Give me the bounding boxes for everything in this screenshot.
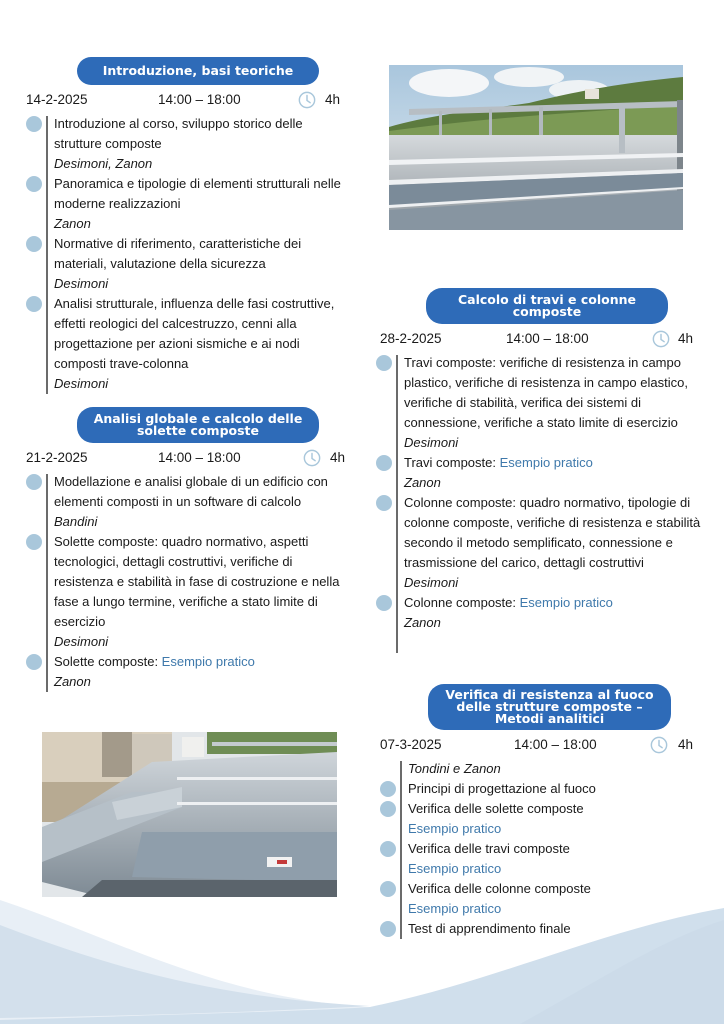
topic-list xyxy=(26,114,346,394)
bullet-dot xyxy=(380,841,396,857)
steel-structure-hillside-photo xyxy=(389,65,683,230)
topic-text: Introduzione al corso, sviluppo storico delle strutture composte xyxy=(54,116,303,151)
section-title-pill xyxy=(77,407,319,443)
session-time: 14:00 – 18:00 xyxy=(158,92,241,107)
bullet-dot xyxy=(376,595,392,611)
section-title-pill xyxy=(426,288,668,324)
speaker-name: Desimoni xyxy=(404,435,459,450)
steel-deck-construction-photo xyxy=(42,732,337,897)
topic-prefix: Colonne composte: xyxy=(404,595,520,610)
session-time: 14:00 – 18:00 xyxy=(158,450,241,465)
bullet-dot xyxy=(26,296,42,312)
clock-icon xyxy=(303,449,321,467)
speaker-name: Tondini e Zanon xyxy=(408,761,501,776)
bullet-dot xyxy=(26,474,42,490)
session-date: 07-3-2025 xyxy=(380,737,442,752)
topic-text: Principi di progettazione al fuoco xyxy=(408,781,596,796)
topic-text: Travi composte: verifiche di resistenza in campo plastico, verifiche di resistenza in campo elastico, verifiche di stabilità, verifica dei sistemi di connessione, verifiche a stato limite di esercizio xyxy=(404,355,688,430)
session-duration: 4h xyxy=(678,737,694,752)
speaker-name: Desimoni xyxy=(54,376,109,391)
session-time: 14:00 – 18:00 xyxy=(506,331,589,346)
list-item xyxy=(26,652,346,692)
topic-text: Modellazione e analisi globale di un edificio con elementi composti in un software di calcolo xyxy=(54,474,328,509)
example-link[interactable]: Esempio pratico xyxy=(519,595,613,610)
list-item xyxy=(26,114,344,174)
example-link[interactable]: Esempio pratico xyxy=(161,654,255,669)
clock-icon xyxy=(298,91,316,109)
topic-text xyxy=(404,453,704,473)
session-duration: 4h xyxy=(330,450,346,465)
speaker-name: Zanon xyxy=(54,674,91,689)
section-title-pill xyxy=(428,684,671,730)
session-date: 14-2-2025 xyxy=(26,92,88,107)
list-item xyxy=(376,353,704,453)
list-item xyxy=(380,839,700,879)
list-item xyxy=(376,593,704,633)
session-meta xyxy=(380,331,700,351)
bullet-dot xyxy=(380,921,396,937)
topic-list xyxy=(26,472,346,692)
topic-text xyxy=(54,652,346,672)
topic-text: Verifica delle colonne composte xyxy=(408,881,591,896)
topic-prefix: Travi composte: xyxy=(404,455,500,470)
bullet-dot xyxy=(380,881,396,897)
bullet-dot xyxy=(26,176,42,192)
topic-text: Colonne composte: quadro normativo, tipologie di colonne composte, verifiche di resistenza e stabilità secondo il metodo semplificato, connessione e trasmissione del carico, dettagli costruttivi xyxy=(404,495,701,570)
section-title: Introduzione, basi teoriche xyxy=(102,63,294,78)
section-title-pill xyxy=(77,57,319,85)
bullet-dot xyxy=(380,801,396,817)
list-item xyxy=(26,532,346,652)
bullet-dot xyxy=(26,654,42,670)
topic-text xyxy=(404,593,704,613)
bullet-dot xyxy=(26,236,42,252)
list-item xyxy=(26,174,344,234)
speakers-line xyxy=(380,759,700,779)
topic-text: Solette composte: quadro normativo, aspetti tecnologici, dettagli costruttivi, verifiche di resistenza e stabilità in fase di costruzione e nella fase a lungo termine, verifiche a stato limite di esercizio xyxy=(54,534,340,629)
bullet-dot xyxy=(376,455,392,471)
session-duration: 4h xyxy=(325,92,341,107)
list-item xyxy=(26,294,346,394)
bullet-dot xyxy=(380,781,396,797)
speaker-name: Desimoni xyxy=(404,575,459,590)
example-link[interactable]: Esempio pratico xyxy=(499,455,593,470)
clock-icon xyxy=(652,330,670,348)
section-title: Calcolo di travi e colonne composte xyxy=(457,292,637,319)
topic-text: Verifica delle travi composte xyxy=(408,841,570,856)
list-item xyxy=(376,493,704,593)
speaker-name: Desimoni xyxy=(54,276,109,291)
photo-illustration xyxy=(42,732,337,897)
topic-text: Verifica delle solette composte xyxy=(408,801,584,816)
session-duration: 4h xyxy=(678,331,694,346)
speaker-name: Desimoni, Zanon xyxy=(54,156,153,171)
bullet-dot xyxy=(376,495,392,511)
clock-icon xyxy=(650,736,668,754)
session-date: 28-2-2025 xyxy=(380,331,442,346)
bullet-dot xyxy=(26,534,42,550)
section-title: Verifica di resistenza al fuoco delle strutture composte – Metodi analitici xyxy=(445,687,654,726)
session-time: 14:00 – 18:00 xyxy=(514,737,597,752)
topic-text: Panoramica e tipologie di elementi strutturali nelle moderne realizzazioni xyxy=(54,176,341,211)
example-link[interactable]: Esempio pratico xyxy=(408,861,502,876)
speaker-name: Zanon xyxy=(404,615,441,630)
topic-text: Analisi strutturale, influenza delle fasi costruttive, effetti reologici del calcestruzzo, cenni alla progettazione per azioni sismiche e ai nodi composti trave-colonna xyxy=(54,296,335,371)
bullet-dot xyxy=(26,116,42,132)
session-meta xyxy=(380,737,700,757)
topic-prefix: Solette composte: xyxy=(54,654,162,669)
list-item xyxy=(380,919,700,939)
section-title: Analisi globale e calcolo delle solette composte xyxy=(93,411,303,438)
topic-list xyxy=(380,759,700,939)
list-item xyxy=(380,779,700,799)
example-link[interactable]: Esempio pratico xyxy=(408,821,502,836)
list-item xyxy=(380,879,700,919)
speaker-name: Desimoni xyxy=(54,634,109,649)
photo-illustration xyxy=(389,65,683,230)
speaker-name: Zanon xyxy=(54,216,91,231)
topic-text: Normative di riferimento, caratteristiche dei materiali, valutazione della sicurezza xyxy=(54,236,302,271)
topic-list xyxy=(376,353,706,633)
list-item xyxy=(376,453,704,493)
example-link[interactable]: Esempio pratico xyxy=(408,901,502,916)
speaker-name: Bandini xyxy=(54,514,98,529)
session-meta xyxy=(26,92,346,112)
topic-text: Test di apprendimento finale xyxy=(408,921,571,936)
list-item xyxy=(380,799,700,839)
session-date: 21-2-2025 xyxy=(26,450,88,465)
speaker-name: Zanon xyxy=(404,475,441,490)
session-meta xyxy=(26,450,346,470)
list-item xyxy=(26,472,346,532)
list-item xyxy=(26,234,344,294)
bullet-dot xyxy=(376,355,392,371)
